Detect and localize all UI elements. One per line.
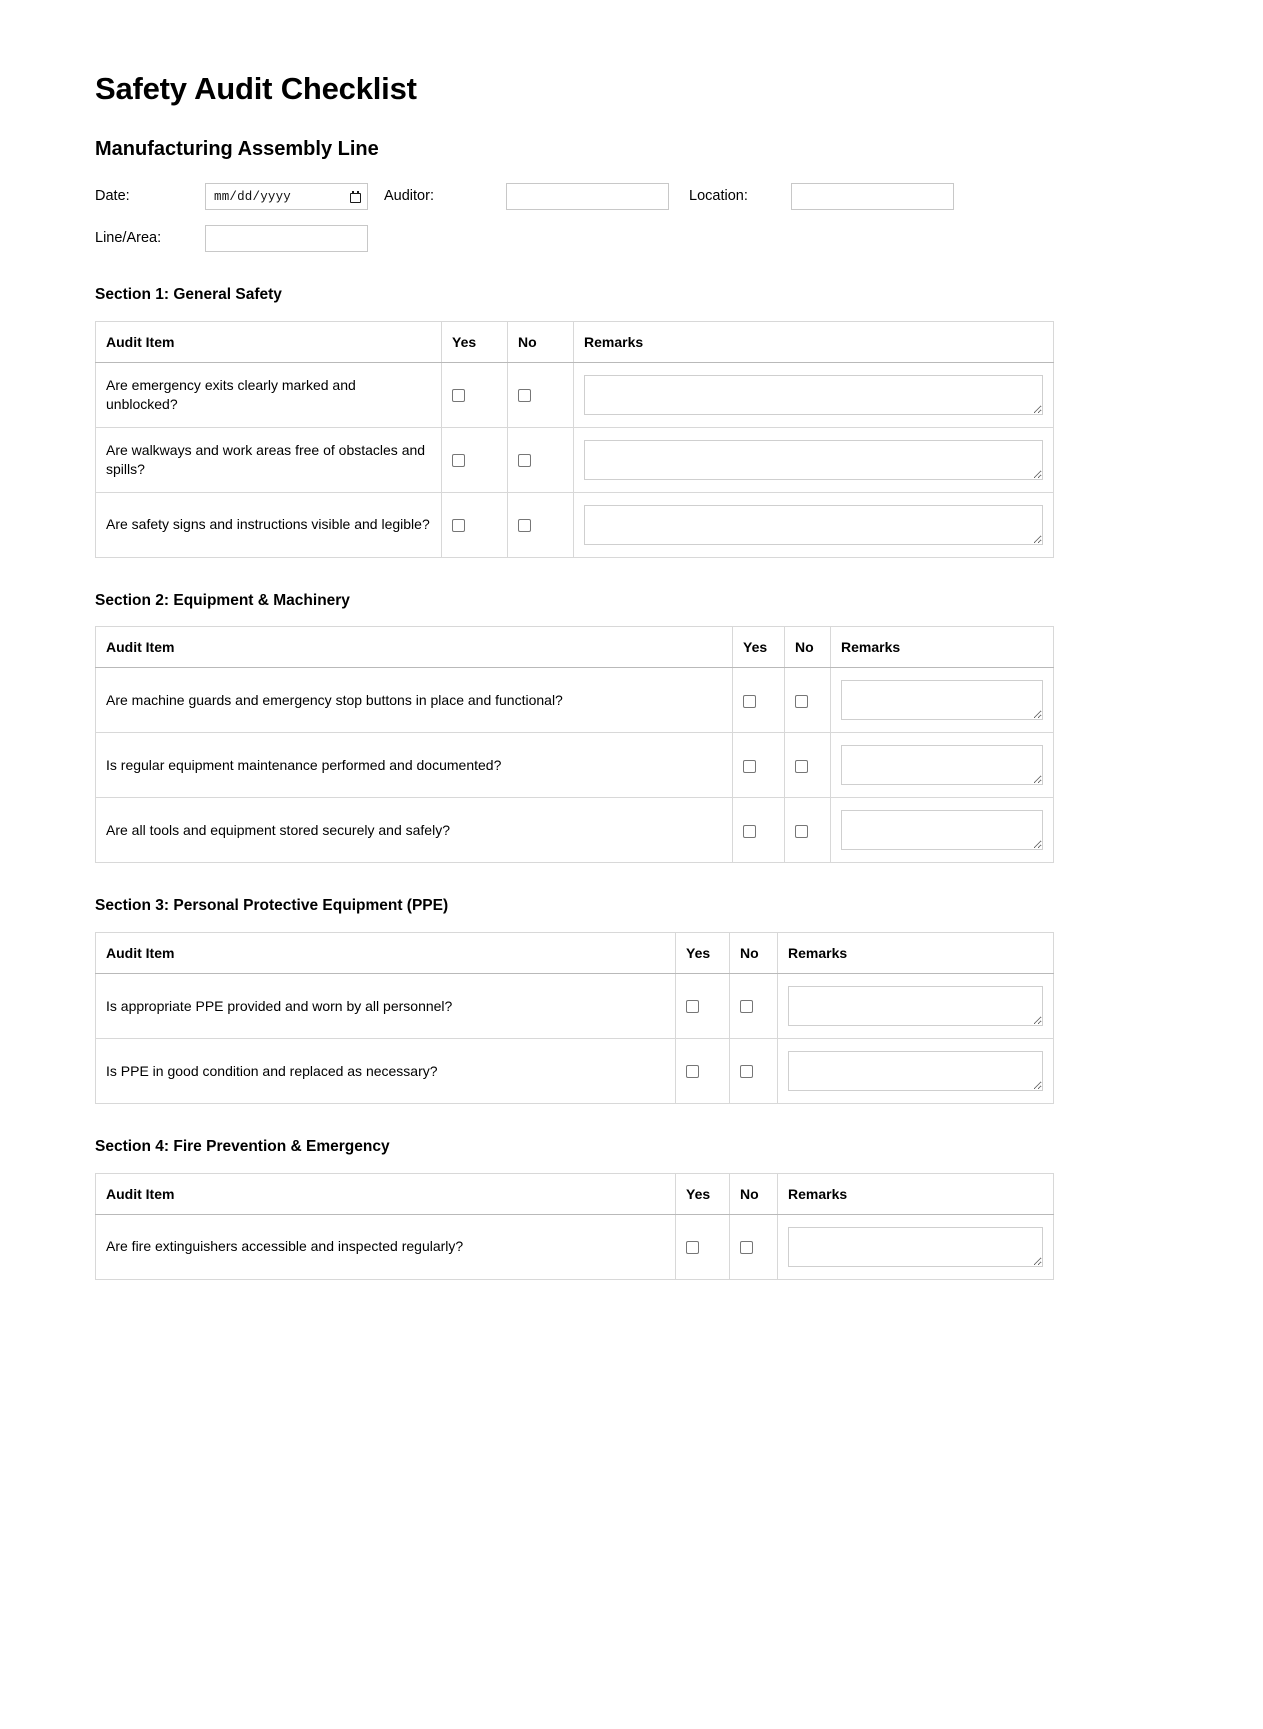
col-header-audit-item: Audit Item — [96, 932, 676, 973]
table-row — [96, 1214, 1054, 1279]
section-4-table — [95, 1173, 1054, 1280]
no-cell — [730, 1038, 778, 1103]
table-row — [96, 973, 1054, 1038]
col-header-no: No — [785, 627, 831, 668]
yes-cell — [442, 362, 508, 427]
no-cell — [785, 798, 831, 863]
section-2-title: Section 2: Equipment & Machinery — [95, 591, 350, 609]
date-input[interactable] — [205, 183, 368, 210]
section-1-table — [95, 321, 1054, 558]
no-checkbox[interactable] — [518, 519, 531, 532]
table-row — [96, 1038, 1054, 1103]
calendar-icon[interactable] — [350, 191, 361, 203]
remarks-textarea[interactable] — [788, 1227, 1043, 1267]
auditor-input[interactable] — [506, 183, 669, 210]
audit-item-text: Is regular equipment maintenance performed and documented? — [96, 733, 733, 798]
col-header-yes: Yes — [676, 1173, 730, 1214]
yes-cell — [676, 1038, 730, 1103]
section-4 — [95, 1138, 1168, 1280]
no-checkbox[interactable] — [518, 389, 531, 402]
date-placeholder-text: mm/dd/yyyy — [214, 189, 292, 204]
yes-checkbox[interactable] — [686, 1241, 699, 1254]
no-cell — [508, 427, 574, 492]
location-label: Location: — [689, 188, 748, 205]
line-area-label: Line/Area: — [95, 230, 162, 247]
section-4-title: Section 4: Fire Prevention & Emergency — [95, 1137, 390, 1155]
table-header-row — [96, 321, 1054, 362]
yes-checkbox[interactable] — [452, 454, 465, 467]
auditor-label: Auditor: — [384, 188, 434, 205]
table-row — [96, 668, 1054, 733]
no-checkbox[interactable] — [795, 825, 808, 838]
yes-cell — [442, 492, 508, 557]
no-checkbox[interactable] — [795, 695, 808, 708]
col-header-no: No — [730, 932, 778, 973]
col-header-audit-item: Audit Item — [96, 321, 442, 362]
audit-item-text: Are fire extinguishers accessible and inspected regularly? — [96, 1214, 676, 1279]
section-1-title: Section 1: General Safety — [95, 286, 282, 304]
remarks-textarea[interactable] — [584, 505, 1043, 545]
table-header-row — [96, 627, 1054, 668]
date-label: Date: — [95, 188, 130, 205]
remarks-cell — [778, 1038, 1054, 1103]
yes-cell — [733, 733, 785, 798]
yes-checkbox[interactable] — [686, 1065, 699, 1078]
yes-cell — [676, 1214, 730, 1279]
table-row — [96, 427, 1054, 492]
audit-item-text: Are emergency exits clearly marked and unblocked? — [96, 362, 442, 427]
audit-item-text: Are machine guards and emergency stop buttons in place and functional? — [96, 668, 733, 733]
remarks-cell — [778, 1214, 1054, 1279]
col-header-yes: Yes — [733, 627, 785, 668]
no-cell — [730, 1214, 778, 1279]
location-input[interactable] — [791, 183, 954, 210]
remarks-textarea[interactable] — [841, 810, 1043, 850]
yes-checkbox[interactable] — [743, 695, 756, 708]
no-checkbox[interactable] — [740, 1065, 753, 1078]
col-header-no: No — [730, 1173, 778, 1214]
audit-item-text: Are walkways and work areas free of obstacles and spills? — [96, 427, 442, 492]
no-cell — [508, 362, 574, 427]
section-2-table — [95, 626, 1054, 863]
col-header-yes: Yes — [676, 932, 730, 973]
remarks-textarea[interactable] — [841, 680, 1043, 720]
meta-row-2 — [95, 225, 1168, 252]
no-cell — [508, 492, 574, 557]
remarks-textarea[interactable] — [841, 745, 1043, 785]
section-3-title: Section 3: Personal Protective Equipment (PPE) — [95, 897, 449, 915]
yes-checkbox[interactable] — [686, 1000, 699, 1013]
col-header-remarks: Remarks — [778, 1173, 1054, 1214]
no-checkbox[interactable] — [518, 454, 531, 467]
remarks-cell — [831, 733, 1054, 798]
remarks-cell — [831, 798, 1054, 863]
yes-cell — [676, 973, 730, 1038]
line-area-input[interactable] — [205, 225, 368, 252]
page-subtitle: Manufacturing Assembly Line — [95, 138, 379, 161]
col-header-remarks: Remarks — [574, 321, 1054, 362]
form-meta — [95, 183, 1168, 252]
remarks-textarea[interactable] — [788, 1051, 1043, 1091]
section-3 — [95, 897, 1168, 1104]
remarks-cell — [574, 492, 1054, 557]
yes-cell — [733, 798, 785, 863]
col-header-remarks: Remarks — [778, 932, 1054, 973]
remarks-textarea[interactable] — [584, 440, 1043, 480]
no-cell — [730, 973, 778, 1038]
remarks-cell — [574, 427, 1054, 492]
no-checkbox[interactable] — [740, 1241, 753, 1254]
section-2 — [95, 592, 1168, 864]
remarks-cell — [831, 668, 1054, 733]
col-header-no: No — [508, 321, 574, 362]
audit-item-text: Is appropriate PPE provided and worn by all personnel? — [96, 973, 676, 1038]
section-1 — [95, 286, 1168, 558]
remarks-textarea[interactable] — [788, 986, 1043, 1026]
no-checkbox[interactable] — [795, 760, 808, 773]
yes-checkbox[interactable] — [743, 825, 756, 838]
col-header-audit-item: Audit Item — [96, 627, 733, 668]
table-row — [96, 798, 1054, 863]
audit-item-text: Are safety signs and instructions visible and legible? — [96, 492, 442, 557]
col-header-remarks: Remarks — [831, 627, 1054, 668]
meta-row-1 — [95, 183, 1168, 210]
table-row — [96, 492, 1054, 557]
audit-item-text: Is PPE in good condition and replaced as necessary? — [96, 1038, 676, 1103]
no-cell — [785, 733, 831, 798]
table-row — [96, 362, 1054, 427]
yes-cell — [442, 427, 508, 492]
yes-cell — [733, 668, 785, 733]
table-header-row — [96, 932, 1054, 973]
no-cell — [785, 668, 831, 733]
section-3-table — [95, 932, 1054, 1104]
yes-checkbox[interactable] — [452, 389, 465, 402]
yes-checkbox[interactable] — [743, 760, 756, 773]
table-header-row — [96, 1173, 1054, 1214]
audit-item-text: Are all tools and equipment stored securely and safely? — [96, 798, 733, 863]
yes-checkbox[interactable] — [452, 519, 465, 532]
page-title: Safety Audit Checklist — [95, 71, 417, 106]
remarks-cell — [778, 973, 1054, 1038]
no-checkbox[interactable] — [740, 1000, 753, 1013]
table-row — [96, 733, 1054, 798]
col-header-audit-item: Audit Item — [96, 1173, 676, 1214]
col-header-yes: Yes — [442, 321, 508, 362]
remarks-cell — [574, 362, 1054, 427]
remarks-textarea[interactable] — [584, 375, 1043, 415]
